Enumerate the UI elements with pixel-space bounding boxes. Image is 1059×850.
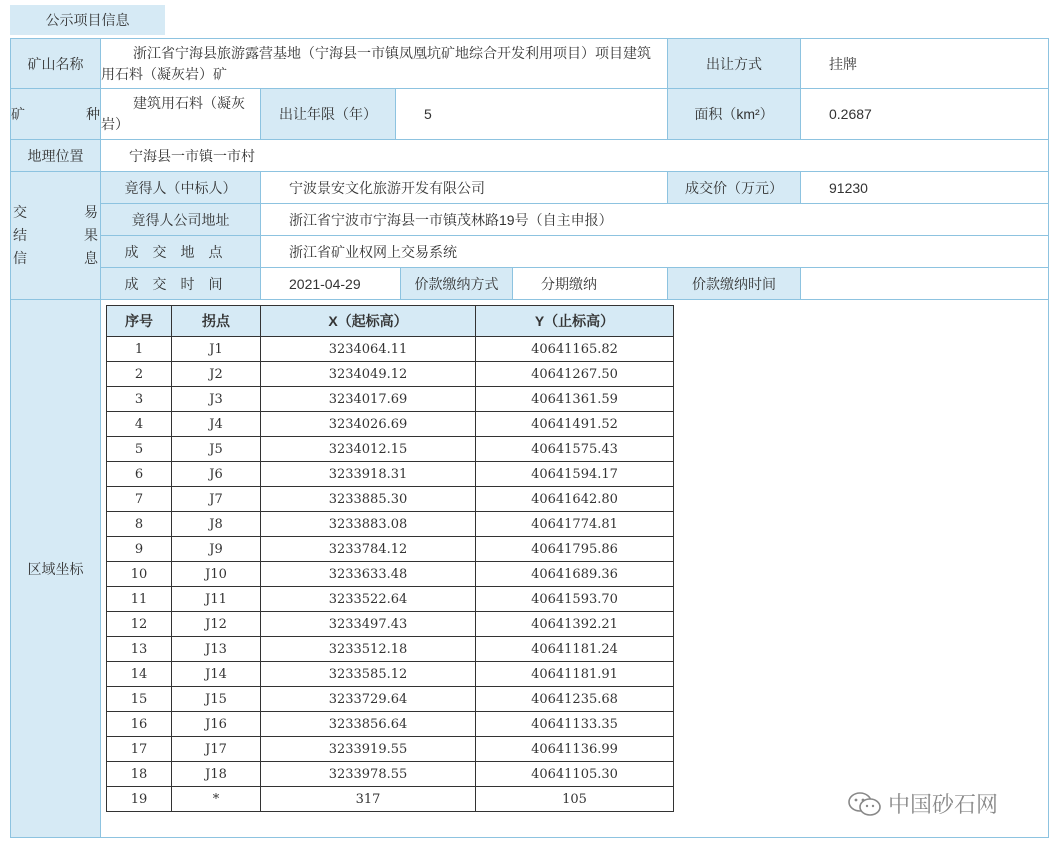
cell-point: J16 [172, 712, 261, 737]
table-row [107, 437, 674, 462]
cell-index: 18 [107, 762, 172, 787]
cell-x: 3233633.48 [261, 562, 476, 587]
mine-name-label: 矿山名称 [10, 38, 101, 89]
cell-y: 40641235.68 [476, 687, 674, 712]
cell-point: J15 [172, 687, 261, 712]
cell-point: J3 [172, 387, 261, 412]
pay-time-label: 价款缴纳时间 [667, 267, 801, 300]
trade-label-row-3 [13, 247, 98, 270]
cell-index: 19 [107, 787, 172, 812]
cell-index: 6 [107, 462, 172, 487]
cell-y: 40641575.43 [476, 437, 674, 462]
transfer-method-label: 出让方式 [667, 38, 801, 89]
cell-y: 40641795.86 [476, 537, 674, 562]
mine-name-value-cell [100, 38, 668, 89]
cell-x: 3233729.64 [261, 687, 476, 712]
coords-header-row [107, 306, 674, 337]
cell-y: 40641392.21 [476, 612, 674, 637]
cell-x: 3233522.64 [261, 587, 476, 612]
price-value: 91230 [800, 171, 1049, 204]
place-value: 浙江省矿业权网上交易系统 [260, 235, 1049, 268]
cell-x: 3233918.31 [261, 462, 476, 487]
cell-x: 3233978.55 [261, 762, 476, 787]
mineral-label-b: 种 [86, 106, 100, 122]
cell-point: J10 [172, 562, 261, 587]
table-row [107, 712, 674, 737]
table-row [107, 362, 674, 387]
cell-index: 9 [107, 537, 172, 562]
table-row [107, 387, 674, 412]
cell-point: J11 [172, 587, 261, 612]
cell-y: 40641133.35 [476, 712, 674, 737]
pay-method-label: 价款缴纳方式 [400, 267, 513, 300]
term-label: 出让年限（年） [260, 88, 396, 140]
header-y: Y（止标高） [476, 306, 674, 337]
cell-point: J4 [172, 412, 261, 437]
trade-char: 息 [84, 250, 98, 266]
tab-project-info[interactable]: 公示项目信息 [10, 5, 165, 35]
cell-index: 2 [107, 362, 172, 387]
table-row [107, 562, 674, 587]
cell-x: 3234049.12 [261, 362, 476, 387]
mineral-label-a: 矿 [11, 106, 25, 122]
cell-y: 105 [476, 787, 674, 812]
place-label-cell [100, 235, 261, 268]
trade-char: 交 [13, 204, 27, 220]
cell-point: J7 [172, 487, 261, 512]
address-label: 竟得人公司地址 [100, 203, 261, 236]
cell-index: 8 [107, 512, 172, 537]
header-index: 序号 [107, 306, 172, 337]
cell-x: 3233919.55 [261, 737, 476, 762]
cell-y: 40641267.50 [476, 362, 674, 387]
term-value: 5 [395, 88, 668, 140]
cell-index: 3 [107, 387, 172, 412]
table-row [107, 612, 674, 637]
cell-point: * [172, 787, 261, 812]
cell-x: 3233585.12 [261, 662, 476, 687]
table-row [107, 512, 674, 537]
area-label: 面积（km²） [667, 88, 801, 140]
pay-method-value: 分期缴纳 [512, 267, 668, 300]
table-row [107, 537, 674, 562]
table-row [107, 662, 674, 687]
cell-x: 3233885.30 [261, 487, 476, 512]
cell-index: 4 [107, 412, 172, 437]
time-label: 成交时间 [124, 275, 237, 292]
cell-point: J1 [172, 337, 261, 362]
header-x: X（起标高） [261, 306, 476, 337]
trade-char: 结 [13, 227, 27, 243]
cell-x: 3233497.43 [261, 612, 476, 637]
cell-x: 3234012.15 [261, 437, 476, 462]
cell-point: J2 [172, 362, 261, 387]
table-row [107, 637, 674, 662]
table-row [107, 762, 674, 787]
cell-y: 40641774.81 [476, 512, 674, 537]
price-label: 成交价（万元） [667, 171, 801, 204]
trade-label-row-2 [13, 224, 98, 247]
trade-char: 信 [13, 250, 27, 266]
cell-index: 16 [107, 712, 172, 737]
mine-name-value: 浙江省宁海县旅游露营基地（宁海县一市镇凤凰坑矿地综合开发利用项目）项目建筑用石料（凝灰岩）矿 [101, 45, 651, 82]
location-value: 宁海县一市镇一市村 [100, 139, 1049, 172]
pay-time-value [800, 267, 1049, 300]
area-value: 0.2687 [800, 88, 1049, 140]
cell-y: 40641642.80 [476, 487, 674, 512]
cell-point: J18 [172, 762, 261, 787]
trade-char: 易 [84, 204, 98, 220]
cell-index: 14 [107, 662, 172, 687]
table-row [107, 487, 674, 512]
time-value: 2021-04-29 [260, 267, 401, 300]
cell-x: 3233784.12 [261, 537, 476, 562]
table-row [107, 462, 674, 487]
cell-y: 40641165.82 [476, 337, 674, 362]
cell-point: J5 [172, 437, 261, 462]
cell-index: 17 [107, 737, 172, 762]
coords-table [106, 305, 674, 812]
table-row [107, 737, 674, 762]
table-row [107, 587, 674, 612]
cell-point: J14 [172, 662, 261, 687]
mineral-value: 建筑用石料（凝灰岩） [101, 95, 245, 132]
table-row [107, 787, 674, 812]
cell-point: J8 [172, 512, 261, 537]
cell-y: 40641593.70 [476, 587, 674, 612]
winner-label: 竟得人（中标人） [100, 171, 261, 204]
mineral-label [10, 88, 101, 140]
cell-index: 5 [107, 437, 172, 462]
time-label-cell [100, 267, 261, 300]
cell-y: 40641181.91 [476, 662, 674, 687]
winner-value: 宁波景安文化旅游开发有限公司 [260, 171, 668, 204]
cell-x: 3234064.11 [261, 337, 476, 362]
table-row [107, 687, 674, 712]
cell-y: 40641594.17 [476, 462, 674, 487]
cell-x: 3234026.69 [261, 412, 476, 437]
cell-y: 40641105.30 [476, 762, 674, 787]
table-row [107, 412, 674, 437]
trade-result-label [10, 171, 101, 300]
trade-char: 果 [84, 227, 98, 243]
cell-x: 317 [261, 787, 476, 812]
cell-y: 40641689.36 [476, 562, 674, 587]
table-row [107, 337, 674, 362]
wechat-icon [848, 791, 882, 817]
cell-point: J6 [172, 462, 261, 487]
cell-y: 40641491.52 [476, 412, 674, 437]
cell-x: 3234017.69 [261, 387, 476, 412]
coords-label: 区域坐标 [10, 299, 101, 838]
watermark [848, 788, 998, 819]
cell-index: 13 [107, 637, 172, 662]
cell-y: 40641136.99 [476, 737, 674, 762]
header-point: 拐点 [172, 306, 261, 337]
cell-point: J17 [172, 737, 261, 762]
cell-index: 12 [107, 612, 172, 637]
place-label: 成交地点 [124, 243, 237, 260]
cell-index: 11 [107, 587, 172, 612]
cell-point: J13 [172, 637, 261, 662]
cell-x: 3233856.64 [261, 712, 476, 737]
cell-x: 3233512.18 [261, 637, 476, 662]
location-label: 地理位置 [10, 139, 101, 172]
transfer-method-value: 挂牌 [800, 38, 1049, 89]
watermark-text: 中国砂石网 [888, 792, 999, 817]
mineral-value-cell [100, 88, 261, 140]
cell-index: 10 [107, 562, 172, 587]
cell-point: J9 [172, 537, 261, 562]
cell-index: 7 [107, 487, 172, 512]
cell-y: 40641361.59 [476, 387, 674, 412]
cell-point: J12 [172, 612, 261, 637]
cell-index: 15 [107, 687, 172, 712]
trade-label-row-1 [13, 201, 98, 224]
cell-x: 3233883.08 [261, 512, 476, 537]
cell-index: 1 [107, 337, 172, 362]
cell-y: 40641181.24 [476, 637, 674, 662]
address-value: 浙江省宁波市宁海县一市镇茂林路19号（自主申报） [260, 203, 1049, 236]
